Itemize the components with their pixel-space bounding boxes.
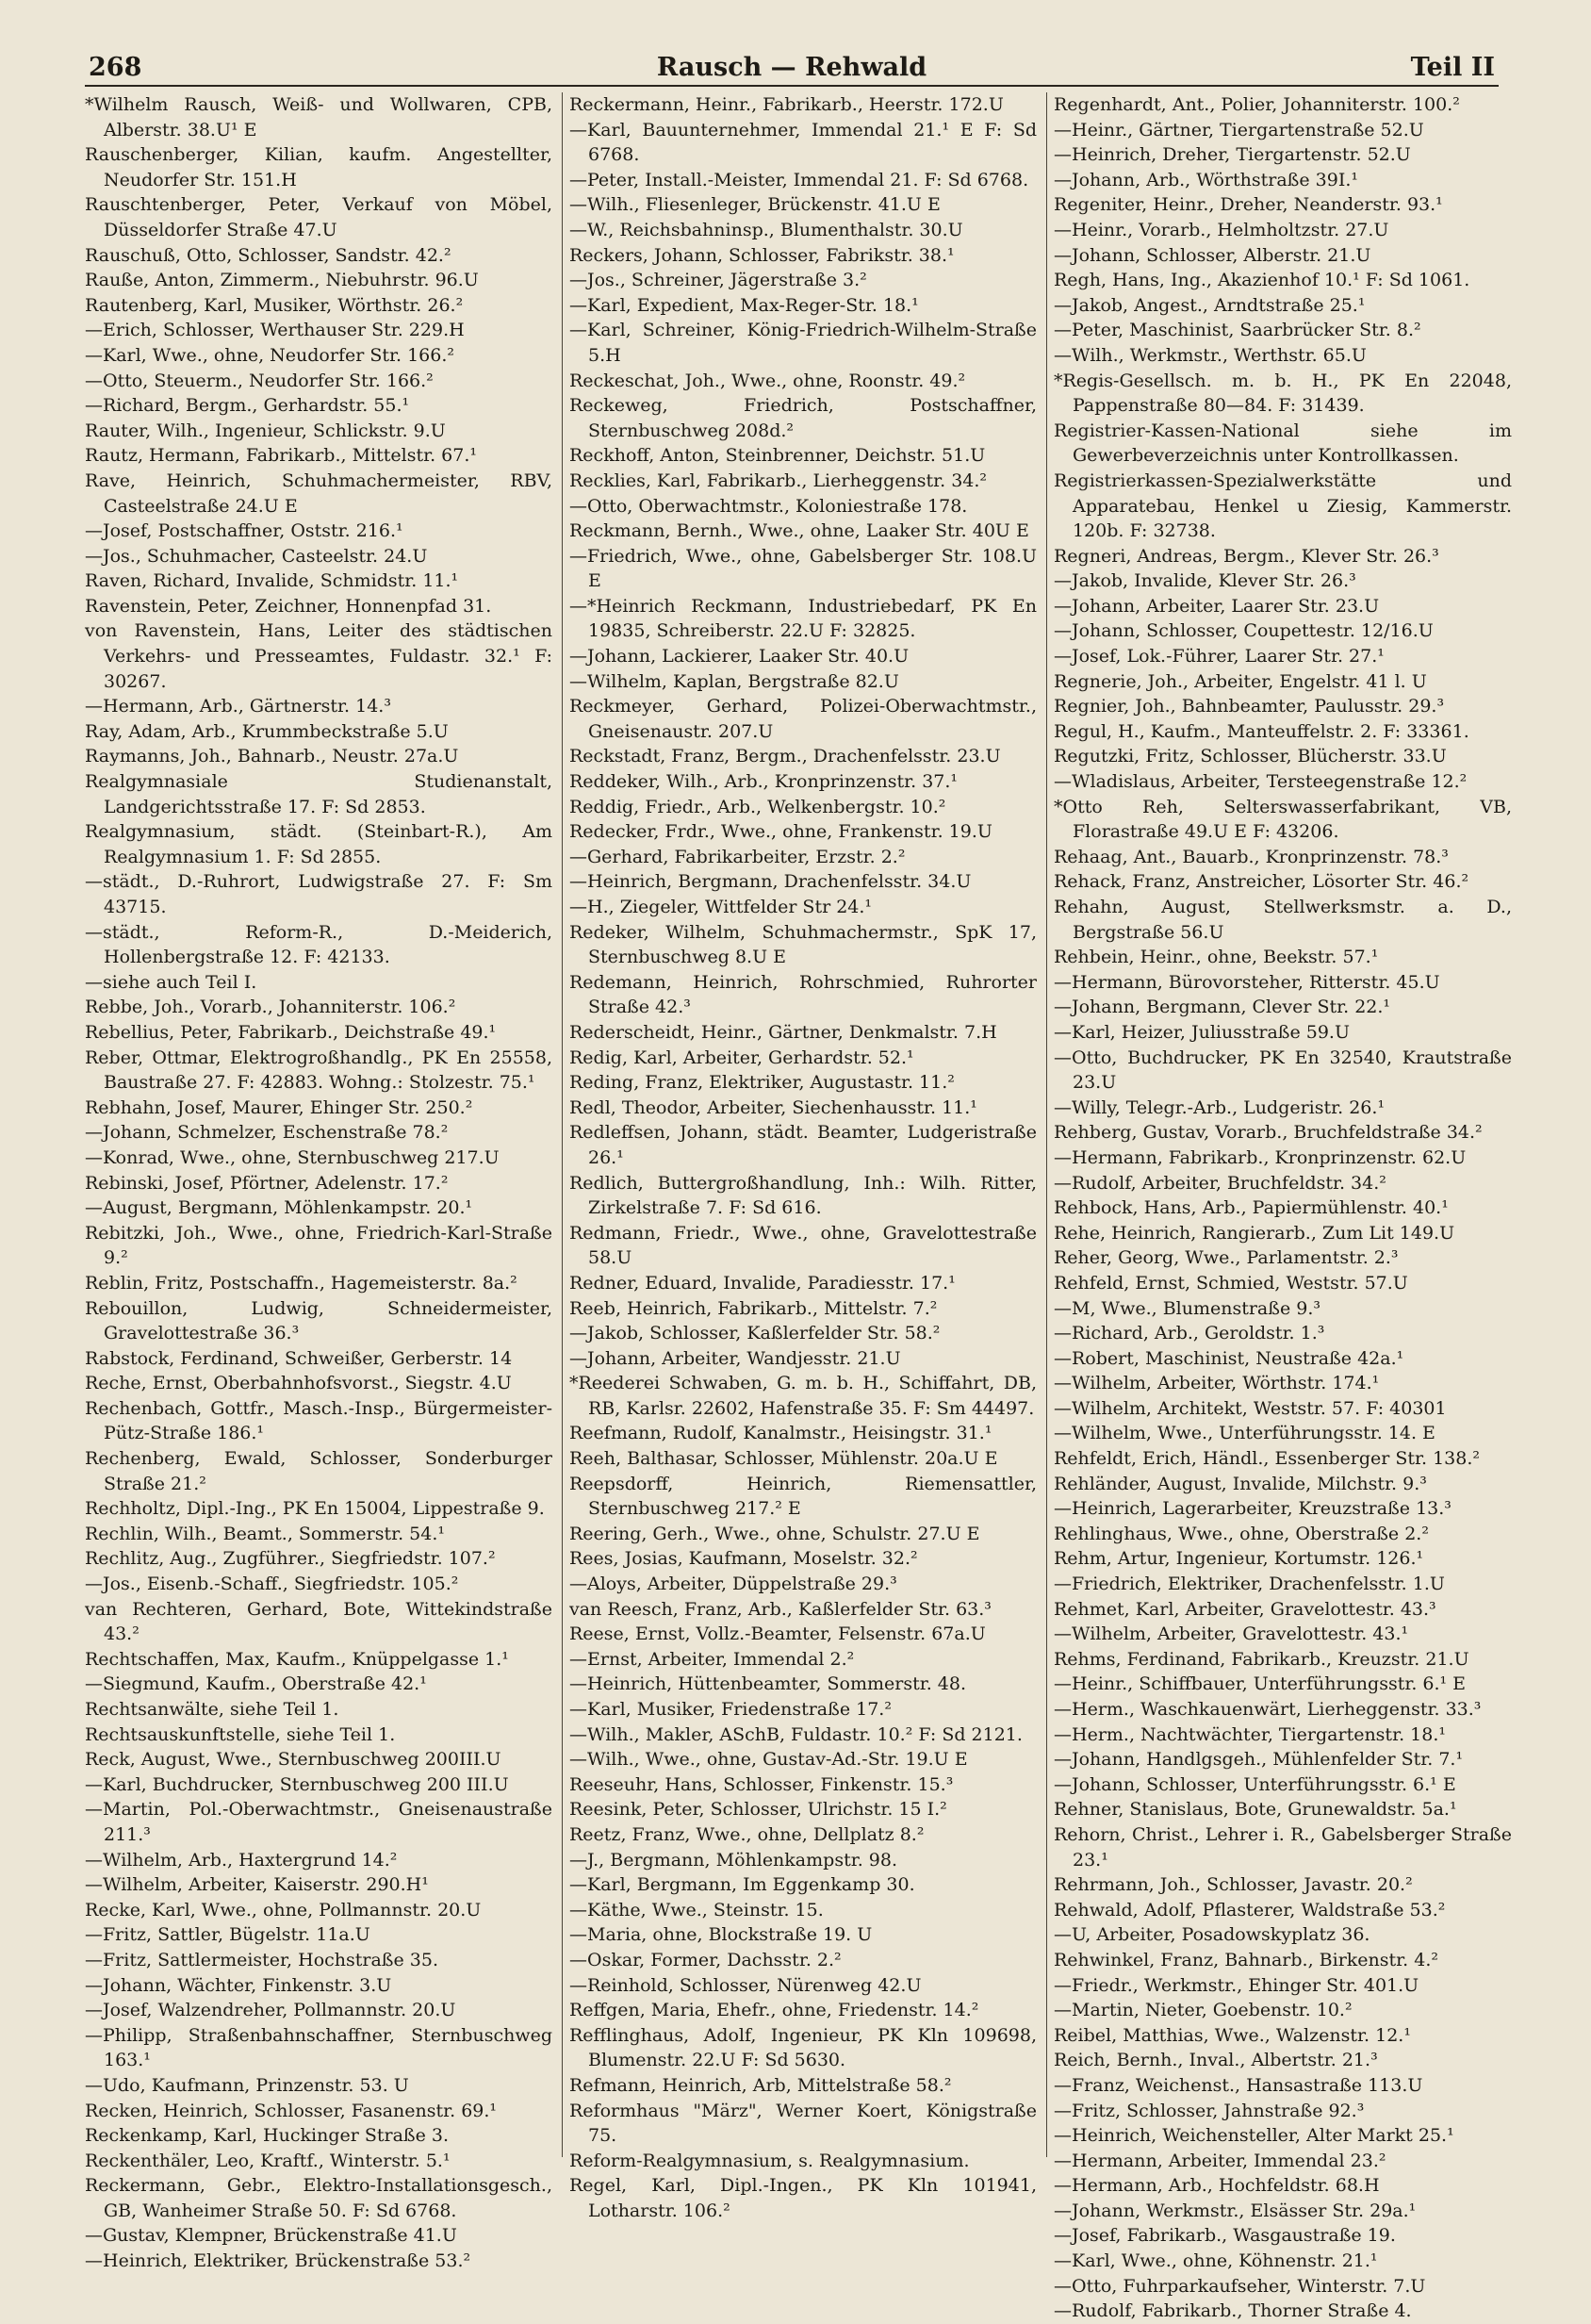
directory-entry: Reckstadt, Franz, Bergm., Drachenfelsstr. 23.U	[569, 746, 1001, 767]
directory-entry: Rebouillon, Ludwig, Schneidermeister, Gravelottestraße 36.³	[85, 1297, 552, 1344]
directory-entry: Reese, Ernst, Vollz.-Beamter, Felsenstr. 67a.U	[569, 1624, 986, 1645]
directory-entry: *Reederei Schwaben, G. m. b. H., Schiffahrt, DB, RB, Karlsr. 22602, Hafenstraße 35. F: Sm 44497.	[569, 1373, 1037, 1419]
directory-entry: —Karl, Bauunternehmer, Immendal 21.¹ E F: Sd 6768.	[569, 119, 1037, 166]
directory-entry: —Johann, Schmelzer, Eschenstraße 78.²	[85, 1122, 449, 1144]
directory-entry: Rauße, Anton, Zimmerm., Niebuhrstr. 96.U	[85, 270, 479, 291]
directory-entry: —Hermann, Bürovorsteher, Ritterstr. 45.U	[1054, 971, 1440, 993]
directory-entry: —Philipp, Straßenbahnschaffner, Sternbuschweg 163.¹	[85, 2024, 552, 2071]
directory-entry: —Wilhelm, Arbeiter, Wörthstr. 174.¹	[1054, 1373, 1380, 1394]
directory-entry: Reich, Bernh., Inval., Albertstr. 21.³	[1054, 2050, 1378, 2071]
directory-column-2	[569, 92, 1037, 2221]
directory-entry: —Wilhelm, Arbeiter, Gravelottestr. 43.¹	[1054, 1624, 1409, 1645]
directory-entry: —Johann, Wächter, Finkenstr. 3.U	[85, 1974, 392, 1996]
directory-entry: Reche, Ernst, Oberbahnhofsvorst., Siegstr. 4.U	[85, 1373, 512, 1394]
directory-entry: —Jakob, Invalide, Klever Str. 26.³	[1054, 570, 1356, 592]
directory-entry: *Wilhelm Rausch, Weiß- und Wollwaren, CPB, Alberstr. 38.U¹ E	[85, 94, 552, 140]
directory-entry: —Willy, Telegr.-Arb., Ludgeristr. 26.¹	[1054, 1096, 1386, 1118]
directory-entry: Rebitzki, Joh., Wwe., ohne, Friedrich-Karl-Straße 9.²	[85, 1222, 552, 1269]
directory-entry: Redner, Eduard, Invalide, Paradiesstr. 17.¹	[569, 1272, 956, 1294]
directory-entry: Refmann, Heinrich, Arb, Mittelstraße 58.²	[569, 2074, 952, 2096]
directory-entry: —Karl, Expedient, Max-Reger-Str. 18.¹	[569, 294, 919, 316]
directory-entry: —Gerhard, Fabrikarbeiter, Erzstr. 2.²	[569, 846, 906, 867]
directory-entry: Rehfeld, Ernst, Schmied, Weststr. 57.U	[1054, 1272, 1408, 1294]
directory-entry: Rave, Heinrich, Schuhmachermeister, RBV, Casteelstraße 24.U E	[85, 470, 552, 517]
directory-entry: Recke, Karl, Wwe., ohne, Pollmannstr. 20.U	[85, 1899, 482, 1920]
directory-entry: Rauschenberger, Kilian, kaufm. Angestellter, Neudorfer Str. 151.H	[85, 144, 552, 190]
directory-entry: Rabstock, Ferdinand, Schweißer, Gerberstr. 14	[85, 1347, 513, 1369]
directory-entry: —städt., Reform-R., D.-Meiderich, Hollenbergstraße 12. F: 42133.	[85, 921, 552, 968]
directory-entry: Reform-Realgymnasium, s. Realgymnasium.	[569, 2150, 970, 2171]
directory-entry: —Heinr., Vorarb., Helmholtzstr. 27.U	[1054, 219, 1389, 240]
directory-entry: Rehwald, Adolf, Pflasterer, Waldstraße 53.²	[1054, 1899, 1446, 1920]
directory-entry: Rehms, Ferdinand, Fabrikarb., Kreuzstr. 21.U	[1054, 1648, 1469, 1670]
page-number: 268	[89, 53, 142, 82]
directory-entry: —Wilhelm, Architekt, Weststr. 57. F: 40301	[1054, 1397, 1447, 1419]
directory-entry: —W., Reichsbahninsp., Blumenthalstr. 30.U	[569, 219, 963, 240]
directory-entry: Regnier, Joh., Bahnbeamter, Paulusstr. 29.³	[1054, 696, 1445, 717]
directory-entry: Reffgen, Maria, Ehefr., ohne, Friedenstr. 14.²	[569, 2000, 979, 2021]
directory-entry: Raven, Richard, Invalide, Schmidstr. 11.¹	[85, 570, 459, 592]
directory-entry: —Jakob, Angest., Arndtstraße 25.¹	[1054, 294, 1366, 316]
directory-entry: Rauschuß, Otto, Schlosser, Sandstr. 42.²	[85, 244, 451, 266]
directory-entry: —Karl, Schreiner, König-Friedrich-Wilhelm-Straße 5.H	[569, 320, 1037, 366]
directory-entry: Rehm, Artur, Ingenieur, Kortumstr. 126.¹	[1054, 1548, 1424, 1570]
directory-entry: —Martin, Pol.-Oberwachtmstr., Gneisenaustraße 211.³	[85, 1799, 552, 1845]
directory-entry: Rehländer, August, Invalide, Milchstr. 9.³	[1054, 1473, 1427, 1494]
directory-column-1	[85, 92, 552, 2272]
directory-entry: —Franz, Weichenst., Hansastraße 113.U	[1054, 2074, 1423, 2096]
directory-entry: Regutzki, Fritz, Schlosser, Blücherstr. 33.U	[1054, 746, 1447, 767]
directory-entry: —Ernst, Arbeiter, Immendal 2.²	[569, 1648, 855, 1670]
directory-entry: Rees, Josias, Kaufmann, Moselstr. 32.²	[569, 1548, 918, 1570]
directory-entry: Reding, Franz, Elektriker, Augustastr. 11.²	[569, 1072, 955, 1094]
directory-entry: —Wilh., Werkmstr., Werthstr. 65.U	[1054, 344, 1367, 366]
directory-entry: Rautz, Hermann, Fabrikarb., Mittelstr. 67.¹	[85, 445, 477, 467]
directory-entry: —Udo, Kaufmann, Prinzenstr. 53. U	[85, 2074, 409, 2096]
directory-entry: Redecker, Frdr., Wwe., ohne, Frankenstr. 19.U	[569, 821, 992, 843]
directory-entry: Ray, Adam, Arb., Krummbeckstraße 5.U	[85, 720, 449, 742]
directory-entry: —Karl, Wwe., ohne, Köhnenstr. 21.¹	[1054, 2250, 1378, 2272]
directory-entry: Reddig, Friedr., Arb., Welkenbergstr. 10.²	[569, 796, 946, 817]
directory-entry: —Johann, Arb., Wörthstraße 39I.¹	[1054, 169, 1358, 190]
directory-entry: Reering, Gerh., Wwe., ohne, Schulstr. 27.U E	[569, 1523, 980, 1544]
directory-entry: —Peter, Maschinist, Saarbrücker Str. 8.²	[1054, 320, 1421, 341]
directory-entry: Reepsdorff, Heinrich, Riemensattler, Sternbuschweg 217.² E	[569, 1473, 1037, 1520]
directory-entry: —Heinr., Gärtner, Tiergartenstraße 52.U	[1054, 119, 1424, 140]
directory-entry: —Johann, Werkmstr., Elsässer Str. 29a.¹	[1054, 2200, 1417, 2221]
directory-entry: —Konrad, Wwe., ohne, Sternbuschweg 217.U	[85, 1146, 500, 1168]
directory-entry: —Jakob, Schlosser, Kaßlerfelder Str. 58.²	[569, 1323, 941, 1344]
directory-entry: Reckenkamp, Karl, Huckinger Straße 3.	[85, 2125, 450, 2147]
directory-entry: Rederscheidt, Heinr., Gärtner, Denkmalstr. 7.H	[569, 1021, 997, 1043]
directory-entry: —Otto, Buchdrucker, PK En 32540, Krautstraße 23.U	[1054, 1047, 1512, 1094]
directory-entry: —Fritz, Sattlermeister, Hochstraße 35.	[85, 1949, 438, 1970]
directory-entry: Rauschtenberger, Peter, Verkauf von Möbel, Düsseldorfer Straße 47.U	[85, 194, 552, 240]
directory-entry: Reckermann, Gebr., Elektro-Installationsgesch., GB, Wanheimer Straße 50. F: Sd 6768.	[85, 2175, 552, 2221]
directory-entry: Recken, Heinrich, Schlosser, Fasanenstr. 69.¹	[85, 2100, 498, 2121]
directory-entry: Redl, Theodor, Arbeiter, Siechenhausstr. 11.¹	[569, 1096, 977, 1118]
directory-entry: —Heinrich, Dreher, Tiergartenstr. 52.U	[1054, 144, 1411, 166]
directory-entry: —Johann, Arbeiter, Laarer Str. 23.U	[1054, 595, 1380, 617]
column-divider	[562, 92, 563, 2157]
directory-entry: Regh, Hans, Ing., Akazienhof 10.¹ F: Sd 1061.	[1054, 270, 1470, 291]
directory-entry: Reeh, Balthasar, Schlosser, Mühlenstr. 20a.U E	[569, 1448, 998, 1470]
directory-entry: Raymanns, Joh., Bahnarb., Neustr. 27a.U	[85, 746, 459, 767]
directory-entry: —Heinrich, Hüttenbeamter, Sommerstr. 48.	[569, 1673, 966, 1695]
directory-entry: Rechtsanwälte, siehe Teil 1.	[85, 1699, 339, 1720]
directory-entry: —Friedr., Werkmstr., Ehinger Str. 401.U	[1054, 1974, 1419, 1996]
directory-entry: Rechholtz, Dipl.-Ing., PK En 15004, Lippestraße 9.	[85, 1498, 545, 1520]
directory-entry: Rebbe, Joh., Vorarb., Johanniterstr. 106.²	[85, 997, 456, 1018]
directory-entry: *Otto Reh, Selterswasserfabrikant, VB, Florastraße 49.U E F: 43206.	[1054, 796, 1512, 843]
directory-entry: Rechlitz, Aug., Zugführer., Siegfriedstr. 107.²	[85, 1548, 496, 1570]
directory-entry: Rehberg, Gustav, Vorarb., Bruchfeldstraße 34.²	[1054, 1122, 1483, 1144]
directory-entry: —Wilh., Fliesenleger, Brückenstr. 41.U E	[569, 194, 941, 216]
directory-entry: —Johann, Schlosser, Coupettestr. 12/16.U	[1054, 620, 1434, 642]
directory-entry: —Karl, Buchdrucker, Sternbuschweg 200 III.U	[85, 1773, 509, 1795]
directory-entry: Reibel, Matthias, Wwe., Walzenstr. 12.¹	[1054, 2024, 1411, 2046]
directory-entry: —Otto, Steuerm., Neudorfer Str. 166.²	[85, 370, 434, 391]
directory-entry: —Erich, Schlosser, Werthauser Str. 229.H	[85, 320, 465, 341]
directory-entry: —Wilhelm, Kaplan, Bergstraße 82.U	[569, 670, 899, 692]
directory-entry: —Johann, Arbeiter, Wandjesstr. 21.U	[569, 1347, 901, 1369]
directory-entry: Rechlin, Wilh., Beamt., Sommerstr. 54.¹	[85, 1523, 446, 1544]
column-divider	[1046, 92, 1047, 2157]
directory-entry: Reckeweg, Friedrich, Postschaffner, Sternbuschweg 208d.²	[569, 395, 1037, 441]
directory-entry: —Karl, Bergmann, Im Eggenkamp 30.	[569, 1874, 915, 1896]
directory-entry: —Wilhelm, Arb., Haxtergrund 14.²	[85, 1849, 398, 1871]
directory-entry: —Rudolf, Fabrikarb., Thorner Straße 4.	[1054, 2300, 1412, 2322]
directory-entry: —Reinhold, Schlosser, Nürenweg 42.U	[569, 1974, 922, 1996]
directory-entry: —Maria, ohne, Blockstraße 19. U	[569, 1924, 873, 1946]
directory-entry: —Rudolf, Arbeiter, Bruchfeldstr. 34.²	[1054, 1172, 1386, 1194]
directory-entry: —Aloys, Arbeiter, Düppelstraße 29.³	[569, 1574, 897, 1595]
directory-entry: Reher, Georg, Wwe., Parlamentstr. 2.³	[1054, 1247, 1399, 1269]
directory-entry: —Hermann, Arb., Gärtnerstr. 14.³	[85, 696, 391, 717]
directory-entry: —Friedrich, Wwe., ohne, Gabelsberger Str. 108.U E	[569, 545, 1037, 592]
directory-entry: —Karl, Heizer, Juliusstraße 59.U	[1054, 1021, 1350, 1043]
directory-entry: —Johann, Handlgsgeh., Mühlenfelder Str. 7.¹	[1054, 1749, 1464, 1771]
directory-entry: —August, Bergmann, Möhlenkampstr. 20.¹	[85, 1197, 473, 1219]
directory-entry: Regneri, Andreas, Bergm., Klever Str. 26.³	[1054, 545, 1439, 567]
directory-entry: Reetz, Franz, Wwe., ohne, Dellplatz 8.²	[569, 1823, 925, 1845]
directory-entry: Reblin, Fritz, Postschaffn., Hagemeisterstr. 8a.²	[85, 1272, 517, 1294]
directory-entry: —Wilh., Wwe., ohne, Gustav-Ad.-Str. 19.U E	[569, 1749, 968, 1771]
directory-entry: —Käthe, Wwe., Steinstr. 15.	[569, 1899, 824, 1920]
directory-entry: —Karl, Wwe., ohne, Neudorfer Str. 166.²	[85, 344, 454, 366]
directory-entry: —Hermann, Fabrikarb., Kronprinzenstr. 62.U	[1054, 1146, 1467, 1168]
directory-entry: —Karl, Musiker, Friedenstraße 17.²	[569, 1699, 892, 1720]
directory-entry: Rehlinghaus, Wwe., ohne, Oberstraße 2.²	[1054, 1523, 1429, 1544]
directory-entry: Rehe, Heinrich, Rangierarb., Zum Lit 149.U	[1054, 1222, 1455, 1244]
directory-entry: —M, Wwe., Blumenstraße 9.³	[1054, 1297, 1320, 1319]
directory-entry: —Wilh., Makler, ASchB, Fuldastr. 10.² F: Sd 2121.	[569, 1723, 1023, 1745]
directory-entry: Redeker, Wilhelm, Schuhmachermstr., SpK 17, Sternbuschweg 8.U E	[569, 921, 1037, 968]
directory-entry: Regenhardt, Ant., Polier, Johanniterstr. 100.²	[1054, 94, 1460, 115]
directory-entry: Rechtschaffen, Max, Kaufm., Knüppelgasse 1.¹	[85, 1648, 509, 1670]
directory-entry: Rechtsauskunftstelle, siehe Teil 1.	[85, 1723, 396, 1745]
directory-entry: Redmann, Friedr., Wwe., ohne, Gravelottestraße 58.U	[569, 1222, 1037, 1269]
directory-entry: Reckermann, Heinr., Fabrikarb., Heerstr. 172.U	[569, 94, 1004, 115]
directory-entry: Reeb, Heinrich, Fabrikarb., Mittelstr. 7.²	[569, 1297, 938, 1319]
directory-entry: —Heinrich, Bergmann, Drachenfelsstr. 34.U	[569, 871, 972, 893]
directory-entry: —Gustav, Klempner, Brückenstraße 41.U	[85, 2225, 457, 2247]
directory-entry: Rehfeldt, Erich, Händl., Essenberger Str. 138.²	[1054, 1448, 1481, 1470]
directory-entry: —Fritz, Schlosser, Jahnstraße 92.³	[1054, 2100, 1365, 2121]
directory-entry: —Oskar, Former, Dachsstr. 2.²	[569, 1949, 842, 1970]
page-header	[85, 53, 1499, 87]
directory-entry: —Jos., Schuhmacher, Casteelstr. 24.U	[85, 545, 428, 567]
directory-entry: Regel, Karl, Dipl.-Ingen., PK Kln 101941, Lotharstr. 106.²	[569, 2175, 1037, 2221]
directory-entry: —Heinrich, Elektriker, Brückenstraße 53.²	[85, 2250, 471, 2272]
directory-entry: Reckers, Johann, Schlosser, Fabrikstr. 38.¹	[569, 244, 955, 266]
directory-entry: —H., Ziegeler, Wittfelder Str 24.¹	[569, 897, 873, 917]
directory-entry: —Hermann, Arbeiter, Immendal 23.²	[1054, 2150, 1386, 2171]
directory-entry: Reformhaus "März", Werner Koert, Königstraße 75.	[569, 2100, 1037, 2147]
directory-entry: —Richard, Bergm., Gerhardstr. 55.¹	[85, 395, 410, 417]
directory-entry: —Johann, Schlosser, Alberstr. 21.U	[1054, 244, 1371, 266]
directory-entry: Refflinghaus, Adolf, Ingenieur, PK Kln 109698, Blumenstr. 22.U F: Sd 5630.	[569, 2024, 1037, 2071]
directory-entry: —Heinrich, Weichensteller, Alter Markt 25.¹	[1054, 2125, 1454, 2147]
directory-entry: Regnerie, Joh., Arbeiter, Engelstr. 41 l. U	[1054, 670, 1427, 692]
directory-entry: Reck, August, Wwe., Sternbuschweg 200III.U	[85, 1749, 501, 1771]
directory-entry: —Josef, Walzendreher, Pollmannstr. 20.U	[85, 2000, 456, 2021]
directory-entry: —Hermann, Arb., Hochfeldstr. 68.H	[1054, 2175, 1380, 2197]
directory-entry: Rehmet, Karl, Arbeiter, Gravelottestr. 43.³	[1054, 1598, 1436, 1620]
directory-entry: —Friedrich, Elektriker, Drachenfelsstr. 1.U	[1054, 1574, 1445, 1595]
directory-entry: Rechenbach, Gottfr., Masch.-Insp., Bürgermeister-Pütz-Straße 186.¹	[85, 1397, 552, 1444]
directory-entry: —Richard, Arb., Geroldstr. 1.³	[1054, 1323, 1325, 1344]
directory-entry: —*Heinrich Reckmann, Industriebedarf, PK En 19835, Schreiberstr. 22.U F: 32825.	[569, 595, 1037, 642]
directory-entry: —Fritz, Sattler, Bügelstr. 11a.U	[85, 1924, 370, 1946]
directory-entry: Reckeschat, Joh., Wwe., ohne, Roonstr. 49.²	[569, 370, 966, 391]
directory-entry: —Wladislaus, Arbeiter, Tersteegenstraße 12.²	[1054, 771, 1468, 793]
directory-entry: Reefmann, Rudolf, Kanalmstr., Heisingstr. 31.¹	[569, 1423, 992, 1444]
directory-entry: *Regis-Gesellsch. m. b. H., PK En 22048, Pappenstraße 80—84. F: 31439.	[1054, 370, 1512, 417]
directory-entry: Redig, Karl, Arbeiter, Gerhardstr. 52.¹	[569, 1047, 914, 1068]
directory-entry: Rechenberg, Ewald, Schlosser, Sonderburger Straße 21.²	[85, 1448, 552, 1494]
directory-entry: Redlich, Buttergroßhandlung, Inh.: Wilh. Ritter, Zirkelstraße 7. F: Sd 616.	[569, 1172, 1037, 1219]
directory-entry: Reckhoff, Anton, Steinbrenner, Deichstr. 51.U	[569, 445, 986, 467]
directory-entry: —Wilhelm, Arbeiter, Kaiserstr. 290.H¹	[85, 1874, 429, 1896]
directory-entry: Rehbein, Heinr., ohne, Beekstr. 57.¹	[1054, 947, 1379, 968]
directory-entry: Regeniter, Heinr., Dreher, Neanderstr. 93.¹	[1054, 194, 1443, 216]
directory-entry: Registrierkassen-Spezialwerkstätte und Apparatebau, Henkel u Ziesig, Kammerstr. 120b. F: 32738.	[1054, 470, 1512, 542]
directory-entry: van Reesch, Franz, Arb., Kaßlerfelder Str. 63.³	[569, 1598, 992, 1620]
directory-entry: Reddeker, Wilh., Arb., Kronprinzenstr. 37.¹	[569, 771, 959, 793]
directory-entry: —Heinr., Schiffbauer, Unterführungsstr. 6.¹ E	[1054, 1673, 1467, 1695]
directory-entry: Ravenstein, Peter, Zeichner, Honnenpfad 31.	[85, 595, 492, 617]
directory-entry: Redemann, Heinrich, Rohrschmied, Ruhrorter Straße 42.³	[569, 971, 1037, 1018]
page-title: Rausch — Rehwald	[656, 53, 927, 82]
directory-entry: Rehbock, Hans, Arb., Papiermühlenstr. 40.¹	[1054, 1197, 1449, 1219]
directory-entry: —Josef, Lok.-Führer, Laarer Str. 27.¹	[1054, 646, 1385, 668]
directory-entry: Rautenberg, Karl, Musiker, Wörthstr. 26.²	[85, 294, 464, 316]
directory-entry: —Herm., Nachtwächter, Tiergartenstr. 18.¹	[1054, 1723, 1446, 1745]
directory-entry: Reckmeyer, Gerhard, Polizei-Oberwachtmstr., Gneisenaustr. 207.U	[569, 696, 1037, 742]
directory-entry: Rehorn, Christ., Lehrer i. R., Gabelsberger Straße 23.¹	[1054, 1823, 1512, 1871]
directory-entry: Rebinski, Josef, Pförtner, Adelenstr. 17.²	[85, 1172, 449, 1194]
directory-entry: —Otto, Oberwachtmstr., Koloniestraße 178.	[569, 495, 968, 517]
directory-entry: —Johann, Schlosser, Unterführungsstr. 6.¹ E	[1054, 1773, 1456, 1795]
directory-entry: —Martin, Nieter, Goebenstr. 10.²	[1054, 2000, 1353, 2021]
directory-entry: —Heinrich, Lagerarbeiter, Kreuzstraße 13.³	[1054, 1498, 1452, 1520]
directory-entry: —Jos., Schreiner, Jägerstraße 3.²	[569, 270, 867, 291]
directory-entry: —Herm., Waschkauenwärt, Lierheggenstr. 33.³	[1054, 1699, 1482, 1720]
directory-entry: —Johann, Bergmann, Clever Str. 22.¹	[1054, 997, 1391, 1018]
directory-entry: Registrier-Kassen-National siehe im Gewerbeverzeichnis unter Kontrollkassen.	[1054, 420, 1512, 467]
directory-entry: Rehwinkel, Franz, Bahnarb., Birkenstr. 4.²	[1054, 1949, 1438, 1970]
directory-entry: —Otto, Fuhrparkaufseher, Winterstr. 7.U	[1054, 2275, 1426, 2297]
directory-entry: von Ravenstein, Hans, Leiter des städtischen Verkehrs- und Presseamtes, Fuldastr. 32.¹ F: 30267.	[85, 620, 552, 692]
directory-entry: Reber, Ottmar, Elektrogroßhandlg., PK En 25558, Baustraße 27. F: 42883. Wohng.: Stolzestr. 75.¹	[85, 1047, 552, 1094]
directory-entry: Reckenthäler, Leo, Kraftf., Winterstr. 5.¹	[85, 2150, 451, 2171]
directory-entry: —Robert, Maschinist, Neustraße 42a.¹	[1054, 1347, 1404, 1369]
directory-entry: Rebellius, Peter, Fabrikarb., Deichstraße 49.¹	[85, 1021, 497, 1043]
directory-entry: —J., Bergmann, Möhlenkampstr. 98.	[569, 1849, 897, 1871]
directory-entry: Rehaag, Ant., Bauarb., Kronprinzenstr. 78.³	[1054, 846, 1449, 867]
directory-entry: —U, Arbeiter, Posadowskyplatz 36.	[1054, 1924, 1370, 1946]
directory-entry: Reesink, Peter, Schlosser, Ulrichstr. 15 I.²	[569, 1799, 947, 1821]
directory-entry: Rauter, Wilh., Ingenieur, Schlickstr. 9.U	[85, 420, 446, 441]
directory-entry: Rehack, Franz, Anstreicher, Lösorter Str. 46.²	[1054, 871, 1469, 893]
directory-entry: Recklies, Karl, Fabrikarb., Lierheggenstr. 34.²	[569, 470, 988, 491]
directory-entry: —Wilhelm, Wwe., Unterführungsstr. 14. E	[1054, 1423, 1435, 1444]
directory-entry: —Josef, Fabrikarb., Wasgaustraße 19.	[1054, 2225, 1396, 2247]
directory-entry: —städt., D.-Ruhrort, Ludwigstraße 27. F: Sm 43715.	[85, 871, 552, 917]
directory-entry: Rehahn, August, Stellwerksmstr. a. D., Bergstraße 56.U	[1054, 897, 1512, 943]
directory-entry: Realgymnasiale Studienanstalt, Landgerichtsstraße 17. F: Sd 2853.	[85, 771, 552, 817]
directory-entry: —Jos., Eisenb.-Schaff., Siegfriedstr. 105.²	[85, 1574, 459, 1595]
directory-entry: Reeseuhr, Hans, Schlosser, Finkenstr. 15.³	[569, 1773, 954, 1795]
directory-entry: Rehner, Stanislaus, Bote, Grunewaldstr. 5a.¹	[1054, 1799, 1457, 1821]
directory-entry: —Johann, Lackierer, Laaker Str. 40.U	[569, 646, 910, 668]
directory-entry: —Josef, Postschaffner, Oststr. 216.¹	[85, 520, 403, 542]
directory-entry: —siehe auch Teil I.	[85, 971, 257, 993]
directory-entry: —Peter, Install.-Meister, Immendal 21. F: Sd 6768.	[569, 169, 1029, 190]
section-label: Teil II	[1410, 53, 1495, 82]
directory-entry: —Siegmund, Kaufm., Oberstraße 42.¹	[85, 1673, 427, 1695]
directory-entry: van Rechteren, Gerhard, Bote, Wittekindstraße 43.²	[85, 1598, 552, 1645]
directory-entry: Rehrmann, Joh., Schlosser, Javastr. 20.²	[1054, 1874, 1413, 1896]
directory-entry: Redleffsen, Johann, städt. Beamter, Ludgeristraße 26.¹	[569, 1122, 1037, 1168]
directory-entry: Reckmann, Bernh., Wwe., ohne, Laaker Str. 40U E	[569, 520, 1029, 542]
directory-column-3	[1054, 92, 1512, 2322]
directory-entry: Realgymnasium, städt. (Steinbart-R.), Am Realgymnasium 1. F: Sd 2855.	[85, 821, 552, 867]
directory-entry: Rebhahn, Josef, Maurer, Ehinger Str. 250.²	[85, 1096, 473, 1118]
directory-entry: Regul, H., Kaufm., Manteuffelstr. 2. F: 33361.	[1054, 720, 1469, 742]
